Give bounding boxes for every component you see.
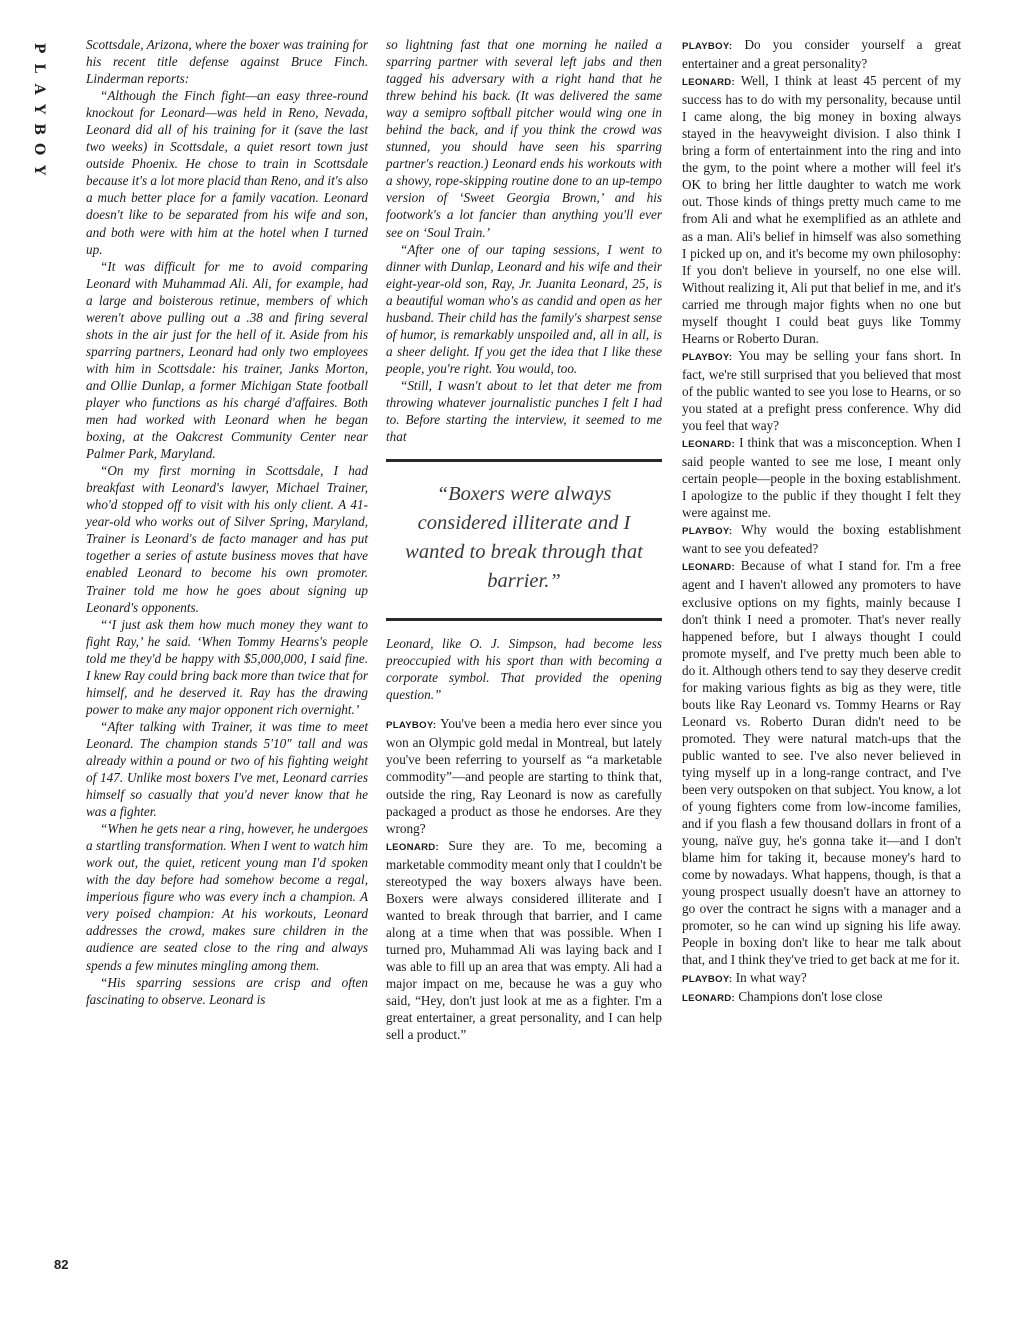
qa-text: Sure they are. To me, becoming a marketable commodity meant only that I couldn't be stereotyped the way boxers always have been. Boxers were always considered illiterate and I wanted to break through that barrier, and I came along at a time when that was possible. When I turned pro, Muhammad Ali was laying back and I was able to fill up an area that was empty. Ali had a major impact on me, because he was a guy who said, “Hey, don't just look at me as a fighter. I'm a great entertainer, a great personality, and I can help sell a product.” xyxy=(386,837,662,1043)
speaker-label: LEONARD: xyxy=(682,992,736,1004)
qa-text: Because of what I stand for. I'm a free agent and I haven't allowed any promoters to have exclusive options on my fights, mainly because I don't think I need a promoter. That's never really happened before, but I always thought I could promote myself, and I've pretty much been able to do it. Although others tend to say they deserve credit for making various fights as big as they were, title bouts like Ray Leonard vs. Tommy Hearns or Ray Leonard vs. Roberto Duran didn't need to be promoted. They were natural match-ups that the public wanted to see. I've also never believed in tying myself up in a long-range contract, and I've been very outspoken on that subject. You know, a lot of young fighters come from low-income families, and if you flash a few thousand dollars in front of a young, naïve guy, he's gonna take it—and I don't blame him for taking it, because money's hard to come by nowadays. What happens, though, is that a young prospect usually doesn't have an attorney to go over the contract he signs with a manager and a promoter, so he can wind up signing his life away. People in boxing don't like to hear me talk about that, and I think they've tried to get back at me for it. xyxy=(682,558,961,968)
qa-text: In what way? xyxy=(732,969,807,985)
qa-text: You've been a media hero ever since you won an Olympic gold medal in Montreal, but lately you've been referring to yourself as “a marketable commodity”—and people are starting to think that, outside the ring, Ray Leonard is now as carefully packaged a product as those he endorses. Are they wrong? xyxy=(386,716,662,836)
column-2-intro-text xyxy=(386,36,662,445)
column-3-interview xyxy=(682,36,961,1007)
paragraph: “His sparring sessions are crisp and often fascinating to observe. Leonard is xyxy=(86,974,368,1007)
speaker-label: LEONARD: xyxy=(386,841,440,853)
speaker-label: PLAYBOY: xyxy=(682,41,733,52)
qa-paragraph xyxy=(682,36,961,72)
speaker-label: PLAYBOY: xyxy=(386,720,437,732)
qa-paragraph xyxy=(386,837,662,1044)
qa-text: I think that was a misconception. When I said people wanted to see me lose, I meant only certain people—people in the boxing establishment. I apologize to the public if they thought I felt they were against me. xyxy=(682,435,961,521)
qa-text: Why would the boxing establishment want to see you defeated? xyxy=(682,522,961,557)
qa-text: Well, I think at least 45 percent of my success has to do with my personality, because until I came along, the big money in boxing always stayed in the heavyweight division. I also think I bring a form of entertainment into the ring and into the gym, to the point where a mother will feel it's OK to bring her little daughter to watch me work out. Those kinds of things pretty much came to me from Ali and what he exemplified as an athlete and as a man. Ali's belief in himself was also something I picked up on, and it's become my own philosophy: If you don't believe in yourself, no one else will. Without realizing it, Ali put that belief in me, and it's carried me through major fights when no one but myself thought I could beat guys like Tommy Hearns or Roberto Duran. xyxy=(682,73,961,346)
paragraph: “It was difficult for me to avoid comparing Leonard with Muhammad Ali. Ali, for example, had a large and boisterous retinue, members of which weren't above pulling out a .38 and firing several shots in the air just for the hell of it. Aside from his sparring partners, Leonard had only two employees with him in Scottsdale: his trainer, Janks Morton, and Ollie Dunlap, a former Michigan State football player who functions as his chargé d'affaires. Both men had worked with Leonard when he began boxing, at the Oakcrest Community Center near Palmer Park, Maryland. xyxy=(86,258,368,462)
qa-paragraph xyxy=(682,521,961,557)
masthead-vertical xyxy=(30,38,48,180)
masthead-letter: L xyxy=(31,63,48,74)
qa-paragraph xyxy=(386,715,662,836)
masthead-letter: O xyxy=(31,143,48,156)
masthead-letter: Y xyxy=(31,104,48,115)
masthead-letter: Y xyxy=(31,164,48,175)
speaker-label: LEONARD: xyxy=(682,439,736,451)
qa-paragraph xyxy=(682,72,961,347)
paragraph: so lightning fast that one morning he nailed a sparring partner with several left jabs and then tagged his adversary with a right hand that he threw behind his back. (It was delivered the same way a semipro softball pitcher would wing one in behind the back, and if you think the crowd was stunned, you should have seen his sparring partner's reaction.) Leonard ends his workouts with a showy, rope-skipping routine done to an up-tempo version of ‘Sweet Georgia Brown,’ and his footwork's a lot fancier than anything you'll ever see on ‘Soul Train.’ xyxy=(386,37,662,240)
speaker-label: LEONARD: xyxy=(682,562,736,574)
column-2-interview xyxy=(386,715,662,1043)
qa-text: Champions don't lose close xyxy=(735,988,883,1004)
paragraph: “‘I just ask them how much money they want to fight Ray,’ he said. ‘When Tommy Hearns's people told me they'd be happy with $5,000,000, I said fine. I knew Ray could bring back more than twice that for himself, and he deserved it. Ray has the drawing power to make any major opponent rich overnight.’ xyxy=(86,616,368,717)
paragraph: “On my first morning in Scottsdale, I had breakfast with Leonard's lawyer, Michael Trainer, who'd stopped off to visit with his only client. A 41-year-old who works out of Silver Spring, Maryland, Trainer is Leonard's de facto manager and has put together a series of astute business moves that have enabled Leonard to become his own promoter. Trainer told me how he goes about signing up Leonard's opponents. xyxy=(86,463,368,615)
qa-paragraph xyxy=(682,969,961,988)
paragraph: “After one of our taping sessions, I went to dinner with Dunlap, Leonard and his wife and their eight-year-old son, Ray, Jr. Juanita Leonard, 25, is a beautiful woman who's as candid and open as her husband. Their child has the family's sharpest sense of humor, is remarkably unspoiled and, all in all, is a sheer delight. If you get the idea that I like these people, you're right. You would, too. xyxy=(386,241,662,376)
speaker-label: PLAYBOY: xyxy=(682,973,733,985)
speaker-label: PLAYBOY: xyxy=(682,351,733,363)
paragraph: “Still, I wasn't about to let that deter me from throwing whatever journalistic punches I felt I had to. Before starting the interview, it seemed to me that xyxy=(386,377,662,445)
page-number: 82 xyxy=(54,1257,69,1272)
qa-paragraph xyxy=(682,557,961,968)
column-2 xyxy=(386,36,662,1043)
qa-paragraph xyxy=(682,347,961,434)
masthead-letter: B xyxy=(31,123,48,136)
lead-in-paragraph: Leonard, like O. J. Simpson, had become less preoccupied with his sport than with becoming a corporate symbol. That provided the opening question.” xyxy=(386,636,662,703)
qa-paragraph xyxy=(682,434,961,521)
paragraph: “When he gets near a ring, however, he undergoes a startling transformation. When I went to watch him work out, the quiet, reticent young man I'd spoken with the day before had somehow become a regal, imperious figure who was every inch a champion. A very poised champion: At his workouts, Leonard addresses the crowd, makes sure children in the audience are seated close to the ring and always spends a few minutes mingling among them. xyxy=(86,821,368,973)
masthead-letter: P xyxy=(31,42,48,54)
speaker-label: PLAYBOY: xyxy=(682,526,733,538)
speaker-label: LEONARD: xyxy=(682,77,736,89)
pull-quote: “Boxers were always considered illiterate and I wanted to break through that barrier.” xyxy=(386,459,662,621)
paragraph: “After talking with Trainer, it was time to meet Leonard. The champion stands 5'10" tall and was already within a pound or two of his fighting weight of 147. Unlike most boxers I've met, Leonard carries himself so casually that you'd never know that he was a fighter. xyxy=(86,718,368,820)
paragraph: “Although the Finch fight—an easy three-round knockout for Leonard—was held in Reno, Nevada, Leonard did all of his training for it (save the last two weeks) in Scottsdale, a quiet resort town just outside Phoenix. He chose to train in Scottsdale because it's a lot more placid than Reno, and it's also a much better place for a family vacation. Leonard doesn't like to be separated from his wife and son, and both were with him at the hotel when I turned up. xyxy=(86,88,368,257)
qa-paragraph xyxy=(682,988,961,1007)
masthead-letter: A xyxy=(31,83,48,95)
column-2-lead-in xyxy=(386,635,662,703)
qa-text: You may be selling your fans short. In fact, we're still surprised that you believed that most of the public wanted to see you lose to Hearns, or so you stated at a prefight press conference. Why did you feel that way? xyxy=(682,347,961,434)
qa-text: Do you consider yourself a great entertainer and a great personality? xyxy=(682,37,961,72)
column-1 xyxy=(86,36,368,1008)
paragraph: Scottsdale, Arizona, where the boxer was training for his recent title defense against Bruce Finch. Linderman reports: xyxy=(86,37,368,87)
